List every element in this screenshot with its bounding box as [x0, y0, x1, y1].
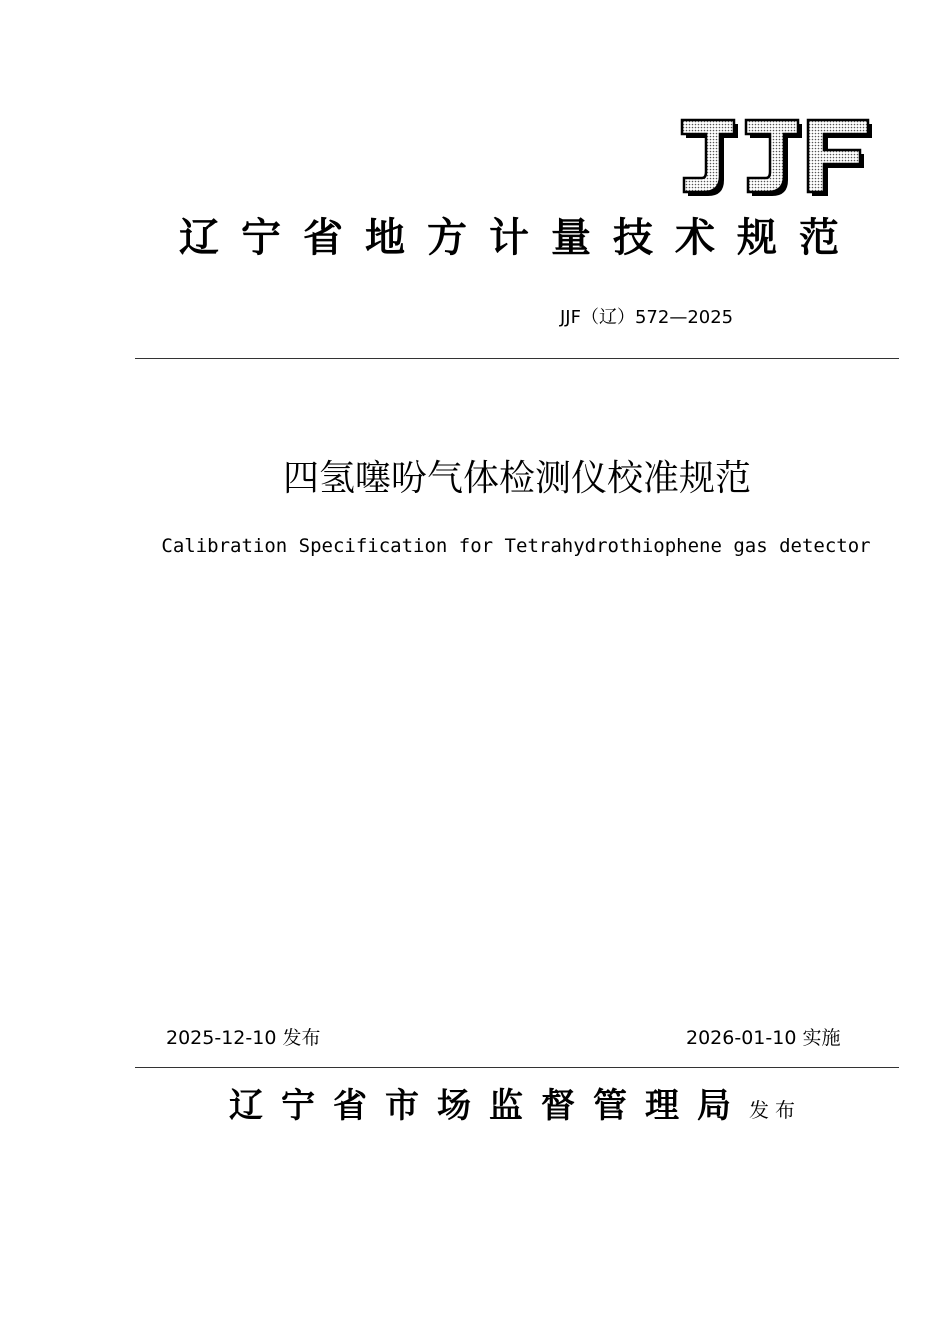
issuer-name: 辽宁省市场监督管理局: [229, 1086, 749, 1126]
document-number: JJF（辽）572—2025: [560, 307, 734, 328]
jjf-logo: [676, 114, 876, 200]
document-title-english: Calibration Specification for Tetrahydrothiophene gas detector: [161, 535, 871, 557]
issuer-line: [130, 1082, 900, 1134]
document-title-chinese: 四氢噻吩气体检测仪校准规范: [282, 458, 751, 499]
bottom-divider: [135, 1067, 899, 1068]
implementation-date: 2026-01-10 实施: [686, 1027, 841, 1049]
series-title: 辽宁省地方计量技术规范: [179, 214, 861, 261]
top-divider: [135, 358, 899, 359]
issue-date: 2025-12-10 发布: [166, 1027, 321, 1049]
issuer-suffix: 发布: [749, 1098, 801, 1122]
